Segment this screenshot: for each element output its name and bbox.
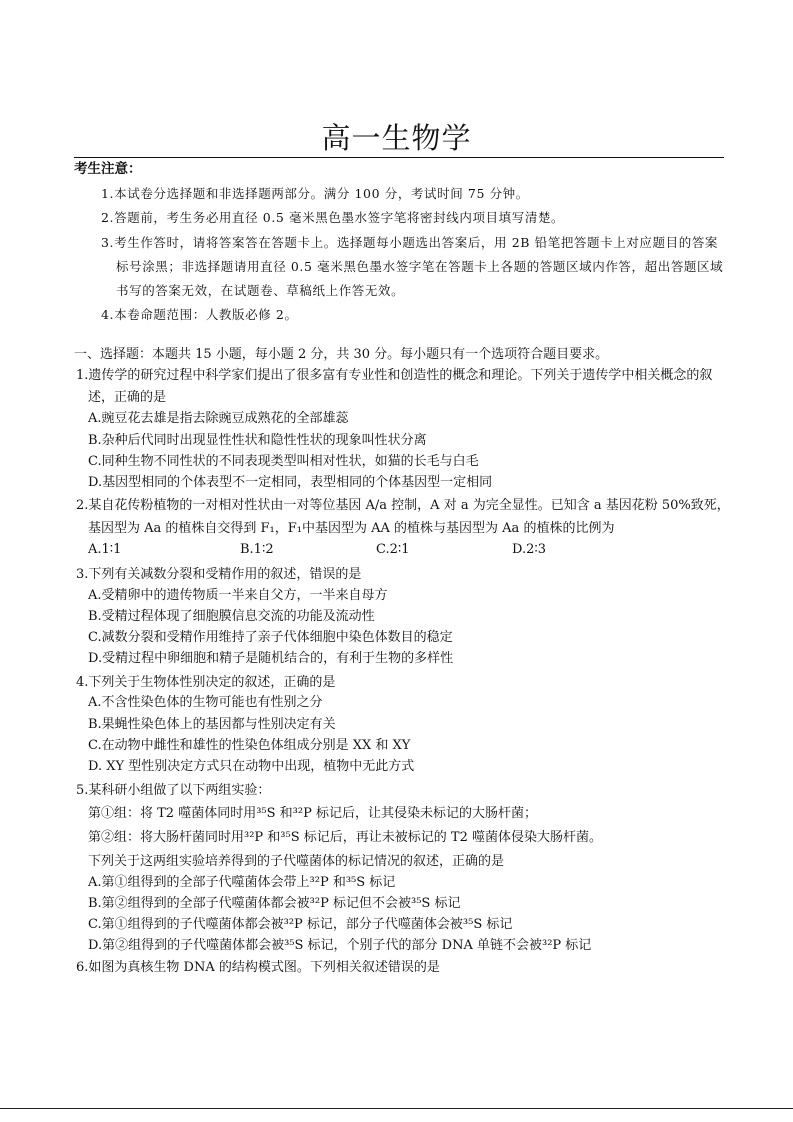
section-heading: 一、选择题：本题共 15 小题，每小题 2 分，共 30 分。每小题只有一个选项符合题目要求。 bbox=[74, 347, 609, 362]
question-4-option-c: C.在动物中雌性和雄性的性染色体组成分别是 XX 和 XY bbox=[88, 738, 411, 753]
question-3-option-d: D.受精过程中卵细胞和精子是随机结合的，有利于生物的多样性 bbox=[88, 651, 454, 666]
question-3-stem: 3.下列有关减数分裂和受精作用的叙述，错误的是 bbox=[76, 567, 362, 582]
question-5-stem: 5.某科研小组做了以下两组实验： bbox=[76, 783, 271, 798]
question-3-option-a: A.受精卵中的遗传物质一半来自父方，一半来自母方 bbox=[88, 588, 388, 603]
notice-item-continued: 标号涂黑；非选择题请用直径 0.5 毫米黑色墨水签字笔在答题卡上各题的答题区域内作答，超出答题区域 bbox=[116, 259, 724, 274]
question-3-option-c: C.减数分裂和受精作用维持了亲子代体细胞中染色体数目的稳定 bbox=[88, 630, 453, 645]
question-4-option-b: B.果蝇性染色体上的基因都与性别决定有关 bbox=[88, 717, 336, 732]
question-2-option-d: D.2∶3 bbox=[512, 542, 547, 557]
question-1-option-c: C.同种生物不同性状的不同表现类型叫相对性状，如猫的长毛与白毛 bbox=[88, 454, 479, 469]
question-2-option-a: A.1∶1 bbox=[88, 542, 122, 557]
question-1-stem-continued: 述，正确的是 bbox=[88, 390, 167, 405]
notice-item-continued: 书写的答案无效，在试题卷、草稿纸上作答无效。 bbox=[116, 283, 405, 298]
question-6-stem: 6.如图为真核生物 DNA 的结构模式图。下列相关叙述错误的是 bbox=[76, 960, 440, 975]
page-title: 高一生物学 bbox=[321, 121, 472, 155]
notice-item: 1.本试卷分选择题和非选择题两部分。满分 100 分，考试时间 75 分钟。 bbox=[101, 186, 529, 201]
question-5-option-d: D.第②组得到的子代噬菌体都会被³⁵S 标记，个别子代的部分 DNA 单链不会被³²P 标记 bbox=[88, 938, 592, 953]
question-2-option-c: C.2∶1 bbox=[376, 542, 410, 557]
notice-item: 2.答题前，考生务必用直径 0.5 毫米黑色墨水签字笔将密封线内项目填写清楚。 bbox=[101, 210, 565, 225]
question-1-option-d: D.基因型相同的个体表型不一定相同，表型相同的个体基因型一定相同 bbox=[88, 475, 493, 490]
question-2-stem: 2.某自花传粉植物的一对相对性状由一对等位基因 A/a 控制，A 对 a 为完全显性。已知含 a 基因花粉 50%致死， bbox=[76, 498, 730, 513]
question-5-group-2: 第②组：将大肠杆菌同时用³²P 和³⁵S 标记后，再让未被标记的 T2 噬菌体侵染大肠杆菌。 bbox=[88, 830, 602, 845]
question-4-option-d: D. XY 型性别决定方式只在动物中出现，植物中无此方式 bbox=[88, 759, 415, 774]
question-2-stem-continued: 基因型为 Aa 的植株自交得到 F₁，F₁中基因型为 AA 的植株与基因型为 Aa 的植株的比例为 bbox=[88, 521, 615, 536]
question-1-option-b: B.杂种后代同时出现显性性状和隐性性状的现象叫性状分离 bbox=[88, 433, 427, 448]
title-underline bbox=[74, 157, 724, 158]
question-1-option-a: A.豌豆花去雄是指去除豌豆成熟花的全部雄蕊 bbox=[88, 411, 349, 426]
question-5-group-1: 第①组：将 T2 噬菌体同时用³⁵S 和³²P 标记后，让其侵染未标记的大肠杆菌； bbox=[88, 806, 537, 821]
question-3-option-b: B.受精过程体现了细胞膜信息交流的功能及流动性 bbox=[88, 609, 375, 624]
notice-heading: 考生注意： bbox=[74, 161, 142, 177]
notice-item: 3.考生作答时，请将答案答在答题卡上。选择题每小题选出答案后，用 2B 铅笔把答题卡上对应题目的答案 bbox=[101, 235, 719, 250]
question-5-stem-2: 下列关于这两组实验培养得到的子代噬菌体的标记情况的叙述，正确的是 bbox=[88, 854, 505, 869]
question-4-option-a: A.不含性染色体的生物可能也有性别之分 bbox=[88, 695, 323, 710]
question-2-option-b: B.1∶2 bbox=[240, 542, 274, 557]
question-5-option-a: A.第①组得到的全部子代噬菌体会带上³²P 和³⁵S 标记 bbox=[88, 875, 396, 890]
question-4-stem: 4.下列关于生物体性别决定的叙述，正确的是 bbox=[76, 675, 336, 690]
page-bottom-rule bbox=[0, 1108, 793, 1109]
question-5-option-c: C.第①组得到的子代噬菌体都会被³²P 标记，部分子代噬菌体会被³⁵S 标记 bbox=[88, 917, 513, 932]
notice-item: 4.本卷命题范围：人教版必修 2。 bbox=[101, 307, 298, 322]
question-5-option-b: B.第②组得到的全部子代噬菌体都会被³²P 标记但不会被³⁵S 标记 bbox=[88, 896, 461, 911]
question-1-stem: 1.遗传学的研究过程中科学家们提出了很多富有专业性和创造性的概念和理论。下列关于遗传学中相关概念的叙 bbox=[76, 368, 713, 383]
